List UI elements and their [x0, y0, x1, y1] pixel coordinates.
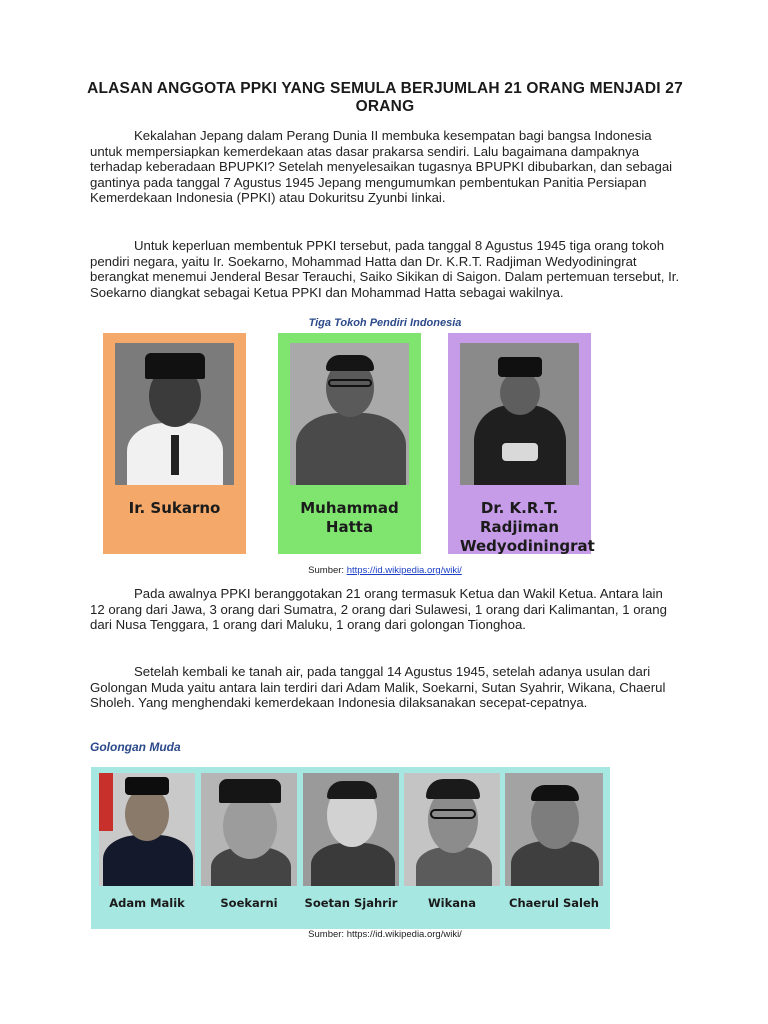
adam-malik-photo — [99, 773, 195, 886]
source-link[interactable]: https://id.wikipedia.org/wiki/ — [346, 565, 462, 576]
person-adam-malik — [99, 773, 195, 910]
paragraph-1-text: Kekalahan Jepang dalam Perang Dunia II membuka kesempatan bagi bangsa Indonesia untuk mempersiapkan kemerdekaan atas dasar prakarsa sendiri. Lalu bagaimana dampaknya terhadap keberadaan BPUPKI? Setelah menyelesaikan tugasnya BPUPKI dibubarkan, dan sebagai gantinya pada tanggal 7 Agustus 1945 Jepang mengumumkan pembentukan Panitia Persiapan Kemerdekaan Indonesia (PPKI) atau Dokuritsu Zyunbi Iinkai. — [90, 128, 673, 206]
radjiman-name — [460, 499, 595, 556]
paragraph-4 — [90, 664, 680, 711]
figure-1-caption: Tiga Tokoh Pendiri Indonesia — [308, 317, 462, 329]
paragraph-2-text: Untuk keperluan membentuk PPKI tersebut, pada tanggal 8 Agustus 1945 tiga orang tokoh pendiri negara, yaitu Ir. Soekarno, Mohammad Hatta dan Dr. K.R.T. Radjiman Wedyodiningrat berangkat menemui Jenderal Besar Terauchi, Saiko Sikikan di Saigon. Dalam pertemuan tersebut, Ir. Soekarno diangkat sebagai Ketua PPKI dan Mohammad Hatta sebagai wakilnya. — [90, 238, 680, 300]
paragraph-3-text: Pada awalnya PPKI beranggotakan 21 orang termasuk Ketua dan Wakil Ketua. Antara lain 12 orang dari Jawa, 3 orang dari Sumatra, 2 orang dari Sulawesi, 1 orang dari Kalimantan, 1 orang dari Nusa Tenggara, 1 orang dari Maluku, 1 orang dari golongan Tionghoa. — [90, 586, 667, 633]
soetan-sjahrir-photo — [303, 773, 399, 886]
paragraph-2 — [90, 238, 680, 300]
wikana-photo — [404, 773, 500, 886]
person-soekarni — [201, 773, 297, 910]
adam-malik-name: Adam Malik — [109, 896, 185, 910]
figure-2-source: Sumber: https://id.wikipedia.org/wiki/ — [308, 929, 462, 940]
person-chaerul-saleh — [505, 773, 603, 910]
golongan-muda-label: Golongan Muda — [90, 740, 181, 754]
radjiman-name-line1: Dr. K.R.T. Radjiman — [479, 499, 560, 536]
card-hatta — [278, 333, 421, 554]
radjiman-photo — [460, 343, 579, 485]
chaerul-saleh-name: Chaerul Saleh — [509, 896, 599, 910]
paragraph-3 — [90, 586, 680, 633]
chaerul-saleh-photo — [505, 773, 603, 886]
soetan-sjahrir-name: Soetan Sjahrir — [304, 896, 398, 910]
paragraph-1 — [90, 128, 680, 206]
person-wikana — [404, 773, 500, 910]
card-radjiman — [448, 333, 595, 555]
figure-1-source — [90, 565, 680, 576]
source-prefix: Sumber: — [308, 565, 347, 576]
soekarni-name: Soekarni — [220, 896, 278, 910]
soekarni-photo — [201, 773, 297, 886]
golongan-muda-strip — [91, 767, 610, 929]
radjiman-name-line2: Wedyodiningrat — [460, 537, 595, 555]
person-soetan-sjahrir — [303, 773, 399, 910]
paragraph-4-text: Setelah kembali ke tanah air, pada tanggal 14 Agustus 1945, setelah adanya usulan dari Golongan Muda yaitu antara lain terdiri dari Adam Malik, Soekarni, Sutan Syahrir, Wikana, Chaerul Sholeh. Yang menghendaki kemerdekaan Indonesia dilaksanakan secepat-cepatnya. — [90, 664, 666, 711]
sukarno-name: Ir. Sukarno — [128, 499, 221, 517]
card-sukarno — [103, 333, 246, 554]
hatta-name: Muhammad Hatta — [300, 499, 399, 536]
document-title: ALASAN ANGGOTA PPKI YANG SEMULA BERJUMLAH 21 ORANG MENJADI 27 ORANG — [87, 80, 683, 115]
hatta-photo — [290, 343, 409, 485]
wikana-name: Wikana — [428, 896, 476, 910]
sukarno-photo — [115, 343, 234, 485]
